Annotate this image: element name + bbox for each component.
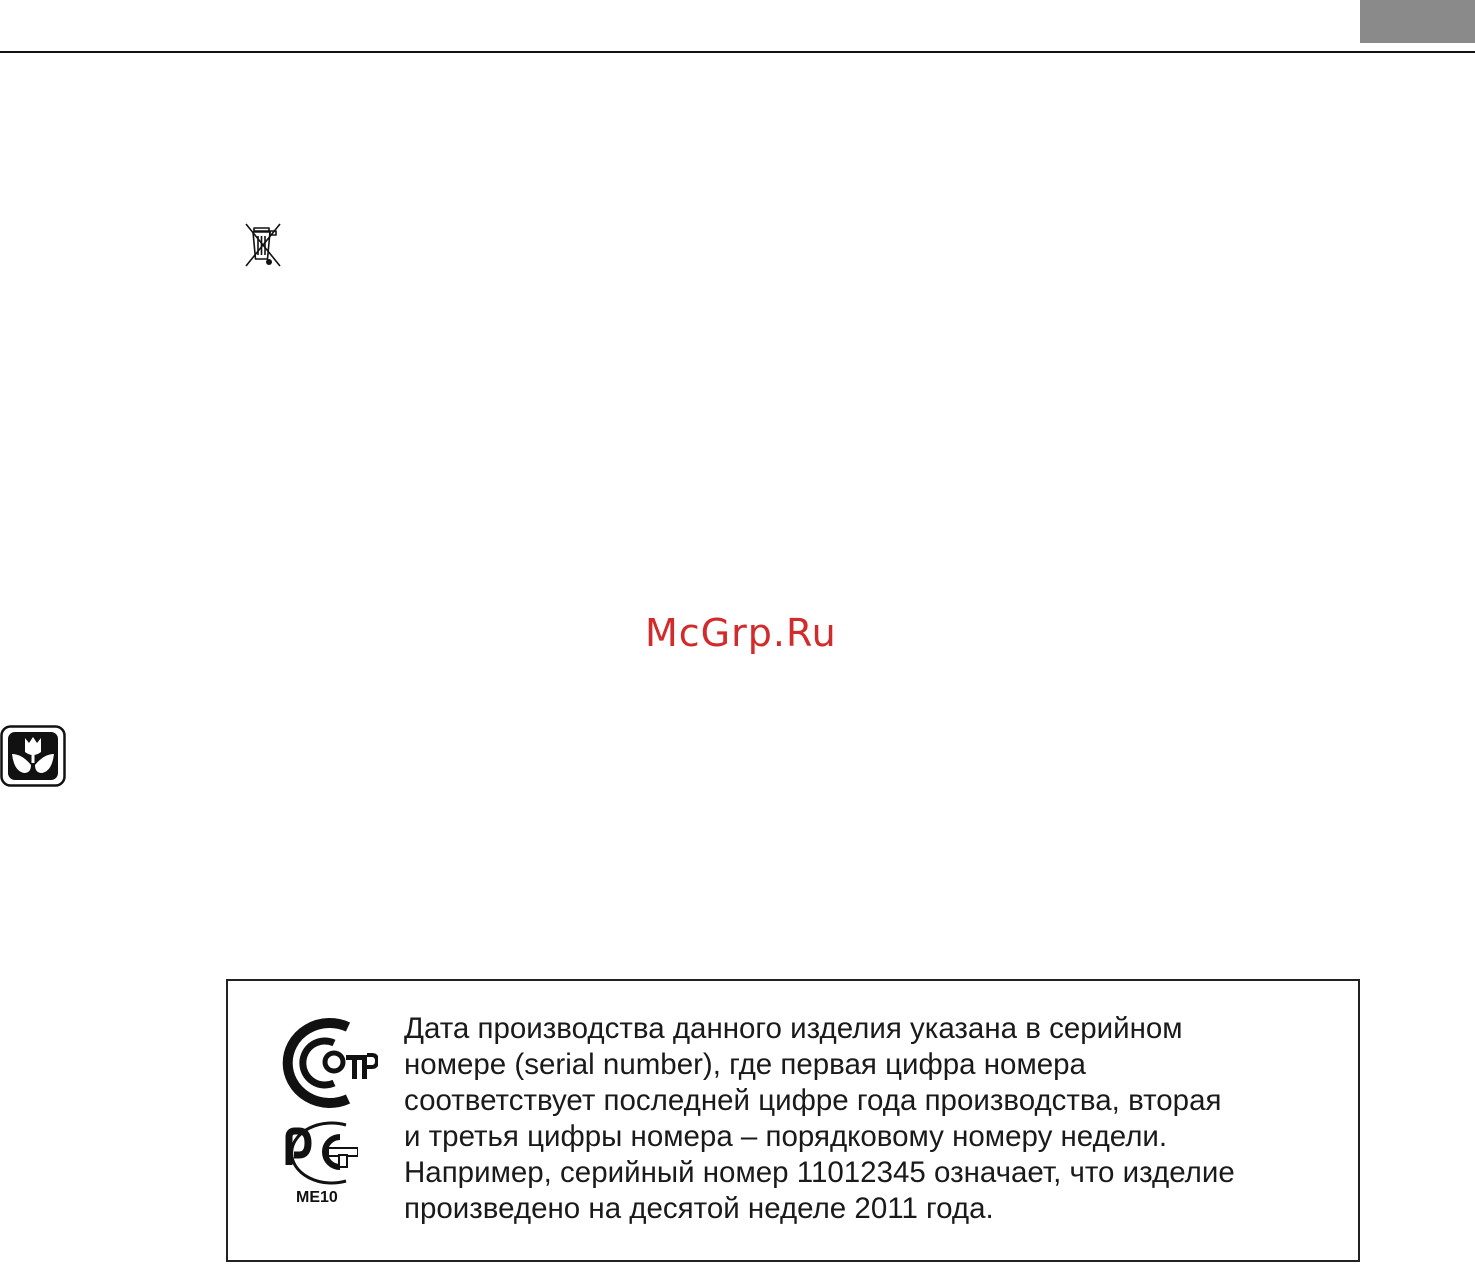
info-line: и третья цифры номера – порядковому номеру недели. xyxy=(404,1120,1168,1153)
pct-certification-icon xyxy=(272,1119,358,1187)
certificate-code: ME10 xyxy=(296,1189,338,1206)
page-tab-marker xyxy=(1360,0,1475,43)
info-line: произведено на десятой неделе 2011 года. xyxy=(404,1192,994,1225)
crossed-bin-icon xyxy=(244,222,282,268)
info-line: Например, серийный номер 11012345 означает, что изделие xyxy=(404,1156,1235,1189)
info-line: Дата производства данного изделия указана в серийном xyxy=(404,1012,1183,1045)
watermark-text: McGrp.Ru xyxy=(645,611,837,655)
eco-flower-icon xyxy=(0,725,66,787)
production-date-info-box xyxy=(226,979,1360,1262)
info-line: соответствует последней цифре года производства, вторая xyxy=(404,1084,1222,1117)
header-rule xyxy=(0,51,1475,53)
eac-tr-certification-icon xyxy=(272,1017,378,1109)
info-line: номере (serial number), где первая цифра номера xyxy=(404,1048,1086,1081)
production-date-text xyxy=(404,1011,1344,1227)
